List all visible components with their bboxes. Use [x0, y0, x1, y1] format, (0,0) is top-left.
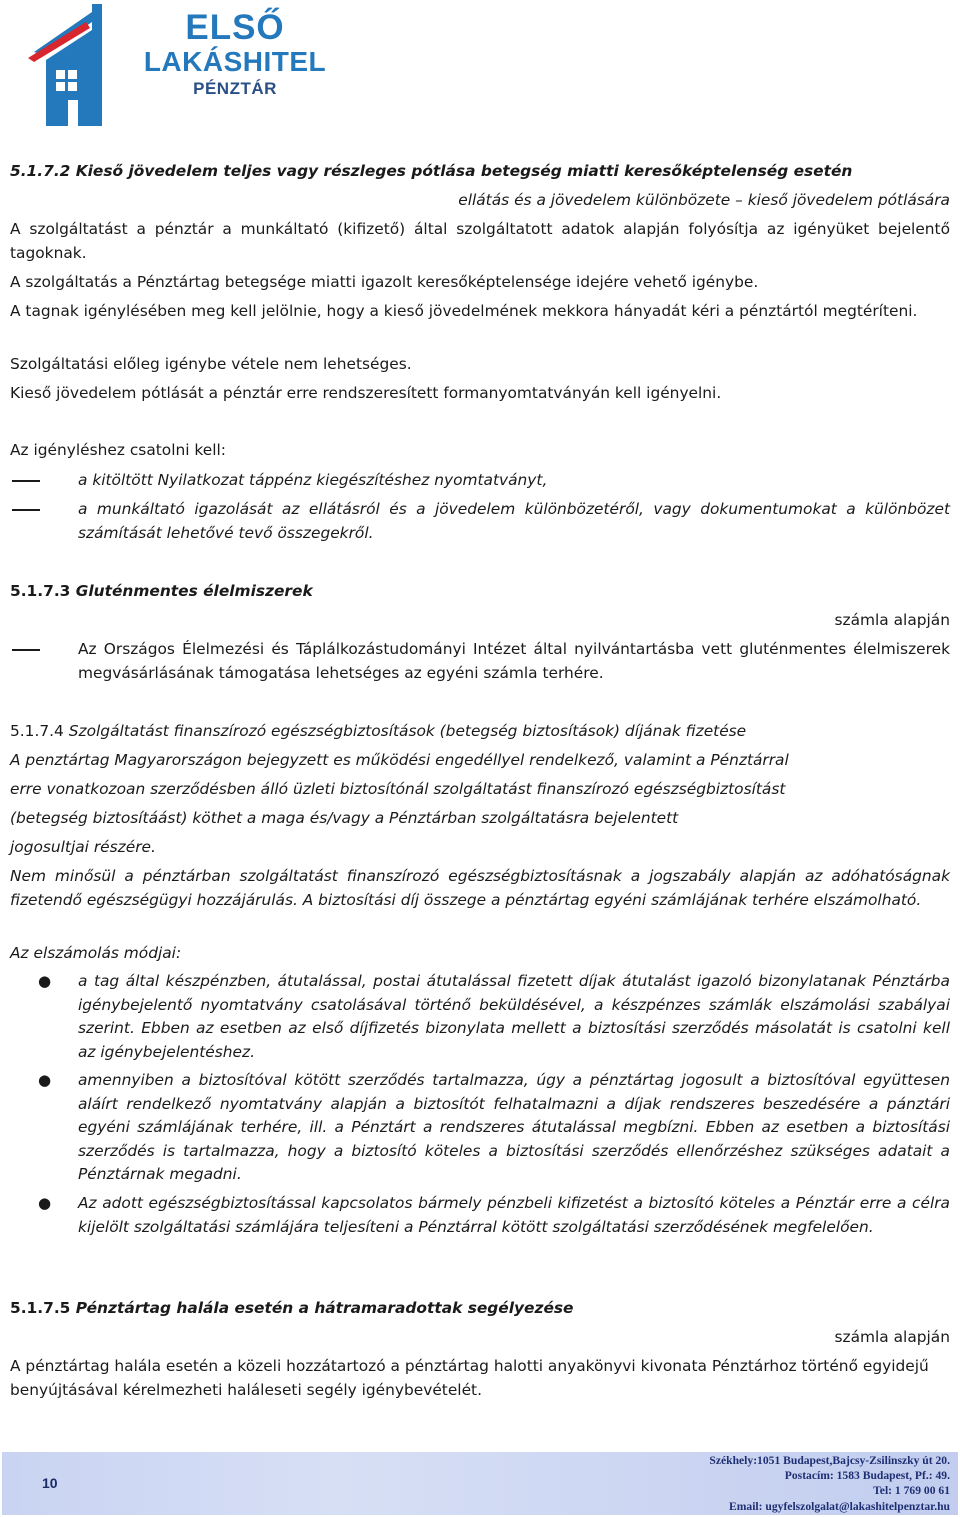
footer-email: Email: ugyfelszolgalat@lakashitelpenztar.hu — [729, 1499, 950, 1513]
footer-address-line: Székhely:1051 Budapest,Bajcsy-Zsilinszky út 20. — [709, 1454, 950, 1467]
paragraph: Szolgáltatási előleg igénybe vétele nem lehetséges. — [10, 355, 412, 373]
bullet-dot: ● — [38, 1194, 52, 1212]
page-footer — [2, 1452, 958, 1515]
footer-address-line: Postacím: 1583 Budapest, Pf.: 49. — [784, 1469, 950, 1483]
house-logo-icon — [28, 0, 148, 130]
company-logo — [28, 0, 327, 130]
paragraph: A szolgáltatás a Pénztártag betegsége miatti igazolt keresőképtelensége idejére vehető igénybe. — [10, 273, 759, 291]
section-right-label-5173: számla alapján — [834, 611, 950, 629]
paragraph: A pénztártag halála esetén a közeli hozzátartozó a pénztártag halotti anyakönyvi kivonata Pénztárhoz történő egyidejű benyújtásával kérelmezheti haláleseti segély igénybevételét. — [10, 1357, 929, 1399]
section-heading-5172: 5.1.7.2 Kieső jövedelem teljes vagy részleges pótlása betegség miatti keresőképtelenség esetén — [10, 162, 853, 180]
section-heading-5174 — [10, 720, 950, 744]
logo-line-2: LAKÁSHITEL — [143, 46, 327, 77]
page-number: 10 — [42, 1475, 58, 1491]
logo-wordmark — [140, 10, 330, 100]
paragraph: A tagnak igénylésében meg kell jelölnie, hogy a kieső jövedelmének mekkora hányadát kéri a pénztártól megtéríteni. — [10, 302, 918, 320]
list-item: amennyiben a biztosítóval kötött szerződés tartalmazza, úgy a pénztártag jogosult a biztosítóval együttesen aláírt rendelkező nyomtatvány alapján a biztosítót felhatalmazni a díjak rendszeres beszedésére a pánztári egyéni számlájának terhére, ill. a Pénztárt a rendszeres átutalással megbízni. Ebben az esetben a biztosítási szerződés is tartalmazza, hogy a biztosító köteles a biztosítási szerződés ellenőrzéshez szükséges adatait a Pénztárnak megadni. — [78, 1071, 950, 1183]
section-number: 5.1.7.3 — [10, 582, 71, 600]
logo-line-3: PÉNZTÁR — [193, 79, 277, 98]
paragraph: Kieső jövedelem pótlását a pénztár erre rendszeresített formanyomtatványán kell igényelni. — [10, 384, 722, 402]
bullet-dot: ● — [38, 972, 52, 990]
paragraph-line: erre vonatkozoan szerződésben álló üzleti biztosítónál szolgáltatást finanszírozó egészségbiztosítást — [10, 780, 786, 798]
methods-intro: Az elszámolás módjai: — [10, 944, 182, 962]
section-number: 5.1.7.4 — [10, 722, 64, 740]
paragraph-line: jogosultjai részére. — [10, 838, 156, 856]
footer-address — [530, 1453, 950, 1514]
section-number: 5.1.7.5 — [10, 1299, 71, 1317]
paragraph-line: (betegség biztosítáást) köthet a maga és/vagy a Pénztárban szolgáltatásra bejelentett — [10, 809, 679, 827]
section-right-label-5172: ellátás és a jövedelem különbözete – kieső jövedelem pótlására — [458, 191, 950, 209]
section-title: Gluténmentes élelmiszerek — [75, 582, 313, 600]
list-item: a kitöltött Nyilatkozat táppénz kiegészítéshez nyomtatványt, — [78, 471, 548, 489]
logo-line-1: ELSŐ — [185, 8, 285, 47]
section-title: Pénztártag halála esetén a hátramaradottak segélyezése — [75, 1299, 574, 1317]
section-heading-5173 — [10, 580, 950, 604]
bullet-dot: ● — [38, 1071, 52, 1089]
paragraph: A szolgáltatást a pénztár a munkáltató (kifizető) által szolgáltatott adatok alapján folyósítja az igényüket bejelentő tagoknak. — [10, 220, 950, 262]
list-item: Az adott egészségbiztosítással kapcsolatos bármely pénzbeli kifizetést a biztosító köteles a Pénztár erre a célra kijelölt szolgáltatási számlájára teljesíteni a Pénztárral kötött szolgáltatási szerződésének megfelelően. — [78, 1194, 950, 1236]
paragraph: Nem minősül a pénztárban szolgáltatást finanszírozó egészségbiztosításnak a jogszabály alapján az adóhatóságnak fizetendő egészségügyi hozzájárulás. A biztosítási díj összege a pénztártag egyéni számlájának terhére elszámolható. — [10, 867, 950, 909]
attach-intro: Az igényléshez csatolni kell: — [10, 441, 226, 459]
list-item: a tag által készpénzben, átutalással, postai átutalással fizetett díjak átutalást igazoló bizonylatanak Pénztárba igénybejelentő nyomtatvány csatolásával történő beküldésével, a készpénzes számlák elszámolási szabályai szerint. Ebben az esetben az első díjfizetés bizonylata mellett a biztosítási szerződés másolatát is csatolni kell az igénybejelentéshez. — [78, 972, 950, 1061]
section-right-label-5175: számla alapján — [834, 1328, 950, 1346]
footer-address-line: Tel: 1 769 00 61 — [873, 1484, 950, 1498]
section-title: Szolgáltatást finanszírozó egészségbiztosítások (betegség biztosítások) díjának fizetése — [68, 722, 747, 740]
paragraph-line: A penztártag Magyarországon bejegyzett es működési engedéllyel rendelkező, valamint a Pénztárral — [10, 751, 789, 769]
list-item: a munkáltató igazolását az ellátásról és a jövedelem különbözetéről, vagy dokumentumokat a különbözet számítását lehetővé tevő összegekről. — [78, 500, 950, 542]
list-item: Az Országos Élelmezési és Táplálkozástudományi Intézet által nyilvántartásba vett gluténmentes élelmiszerek megvásárlásának támogatása lehetséges az egyéni számla terhére. — [78, 640, 950, 682]
section-heading-5175 — [10, 1297, 950, 1321]
